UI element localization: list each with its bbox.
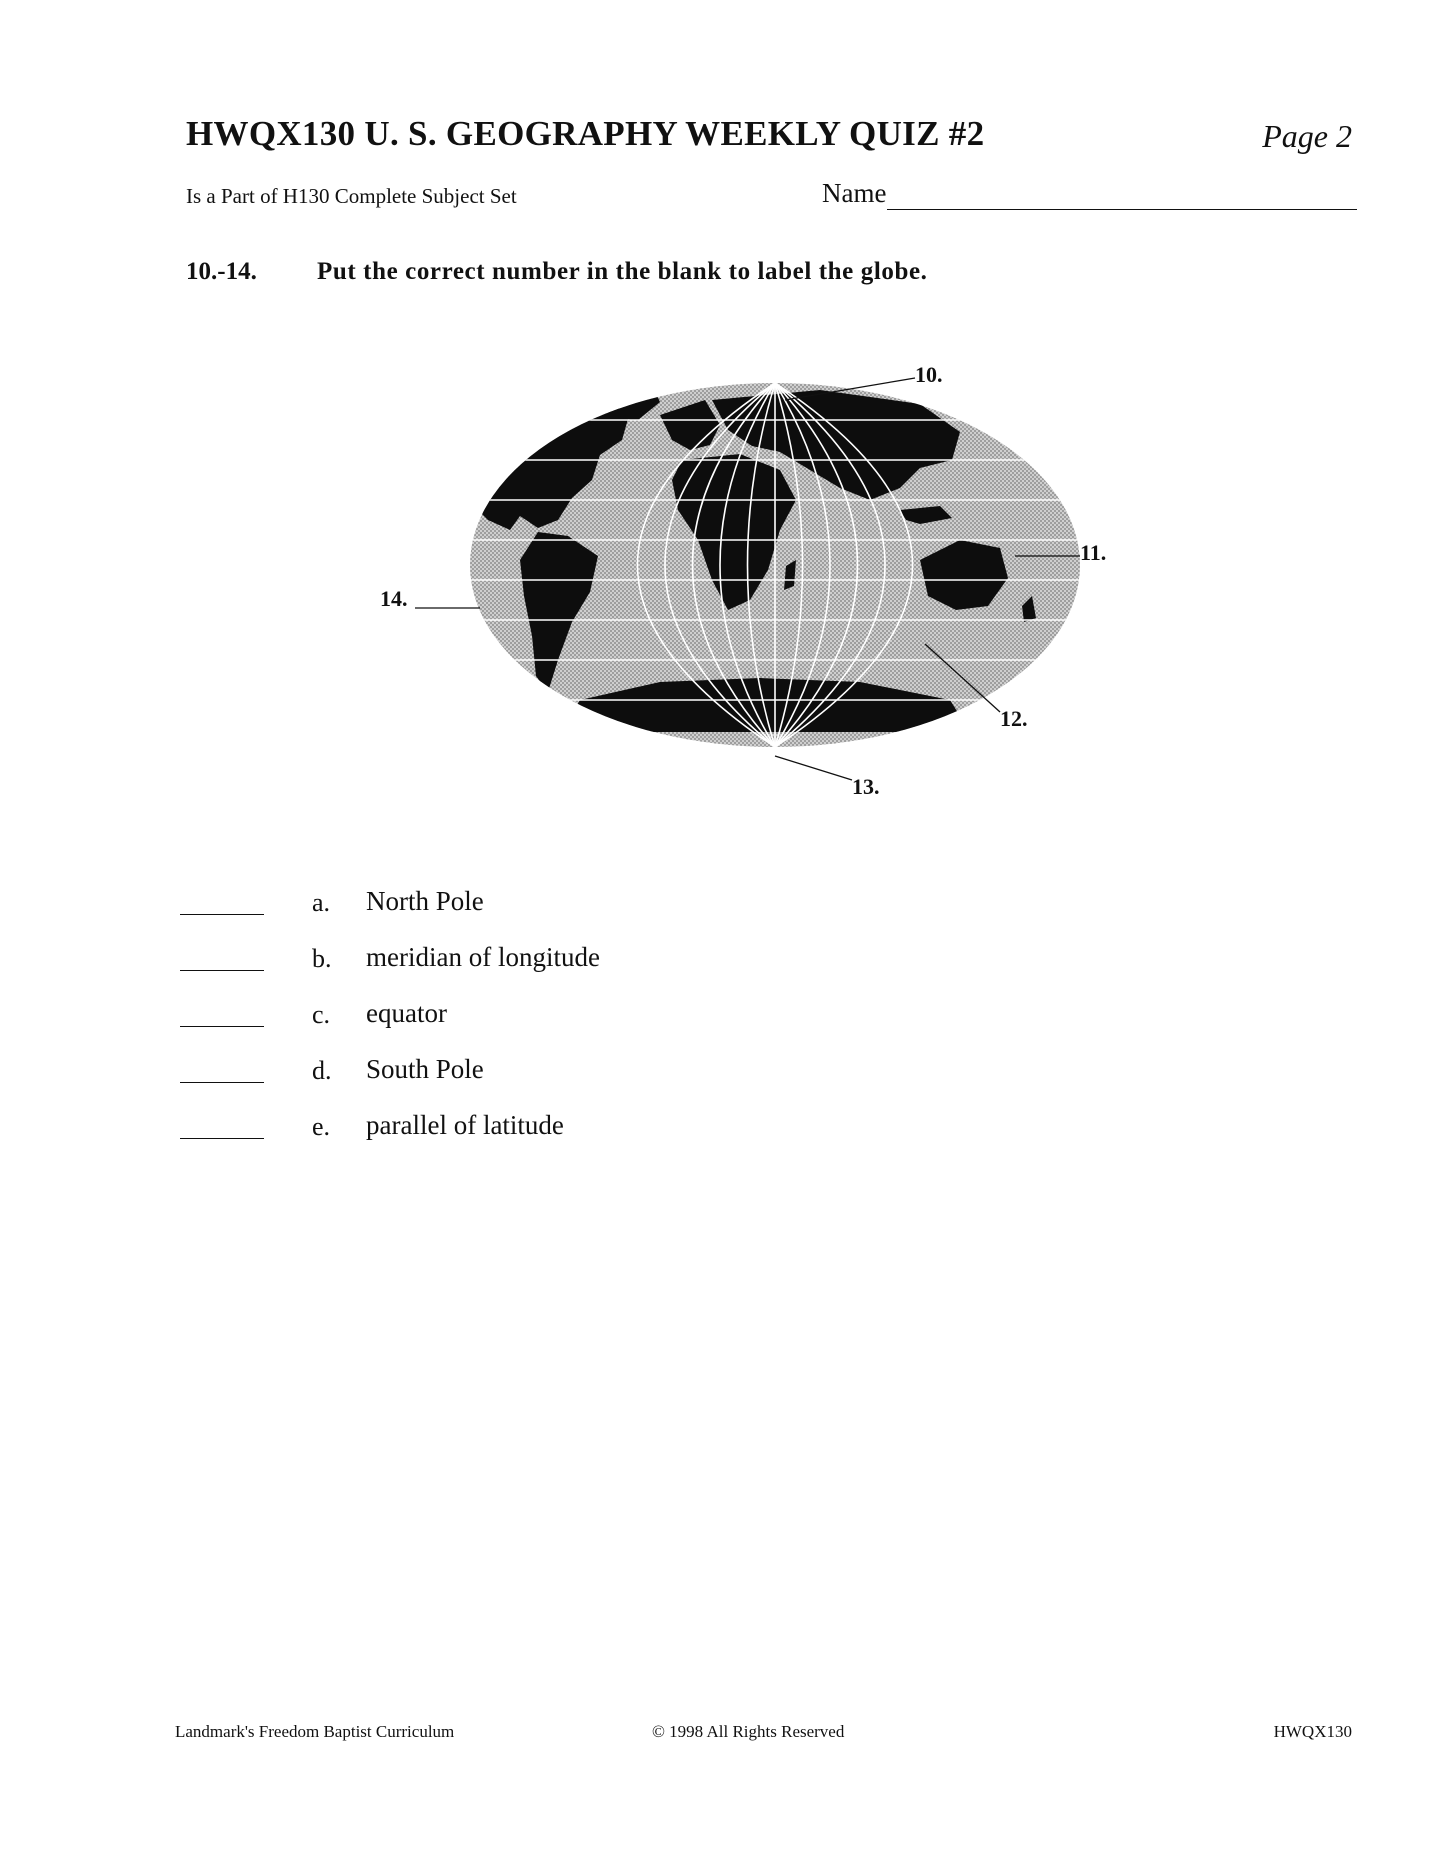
- footer-copyright: © 1998 All Rights Reserved: [652, 1722, 845, 1741]
- name-label: Name: [822, 178, 887, 208]
- option-text: North Pole: [366, 886, 484, 916]
- globe-label-10: 10.: [915, 362, 943, 387]
- globe-label-14: 14.: [380, 586, 408, 611]
- answer-blank[interactable]: [180, 914, 264, 915]
- option-letter: a.: [312, 888, 331, 917]
- option-text: meridian of longitude: [366, 942, 600, 972]
- footer-publisher: Landmark's Freedom Baptist Curriculum: [175, 1722, 455, 1741]
- quiz-title: HWQX130 U. S. GEOGRAPHY WEEKLY QUIZ #2: [186, 114, 985, 153]
- subject-set-note: Is a Part of H130 Complete Subject Set: [186, 184, 517, 208]
- globe-label-13: 13.: [852, 774, 880, 799]
- option-letter: e.: [312, 1112, 331, 1141]
- answer-blank[interactable]: [180, 1026, 264, 1027]
- option-text: South Pole: [366, 1054, 484, 1084]
- globe-label-11: 11.: [1080, 540, 1107, 565]
- option-letter: b.: [312, 944, 332, 973]
- option-text: parallel of latitude: [366, 1110, 564, 1140]
- globe-diagram: [360, 360, 1180, 810]
- option-text: equator: [366, 998, 447, 1028]
- name-blank-line[interactable]: [887, 209, 1357, 210]
- footer-code: HWQX130: [1273, 1722, 1352, 1741]
- globe-label-12: 12.: [1000, 706, 1028, 731]
- answer-blank[interactable]: [180, 1082, 264, 1083]
- answer-blank[interactable]: [180, 1138, 264, 1139]
- question-prompt: Put the correct number in the blank to label the globe.: [317, 258, 928, 285]
- question-number: 10.-14.: [186, 258, 257, 285]
- leader-line-13: [775, 756, 852, 780]
- option-letter: d.: [312, 1056, 332, 1085]
- option-letter: c.: [312, 1000, 331, 1029]
- page-number: Page 2: [1262, 118, 1352, 154]
- answer-blank[interactable]: [180, 970, 264, 971]
